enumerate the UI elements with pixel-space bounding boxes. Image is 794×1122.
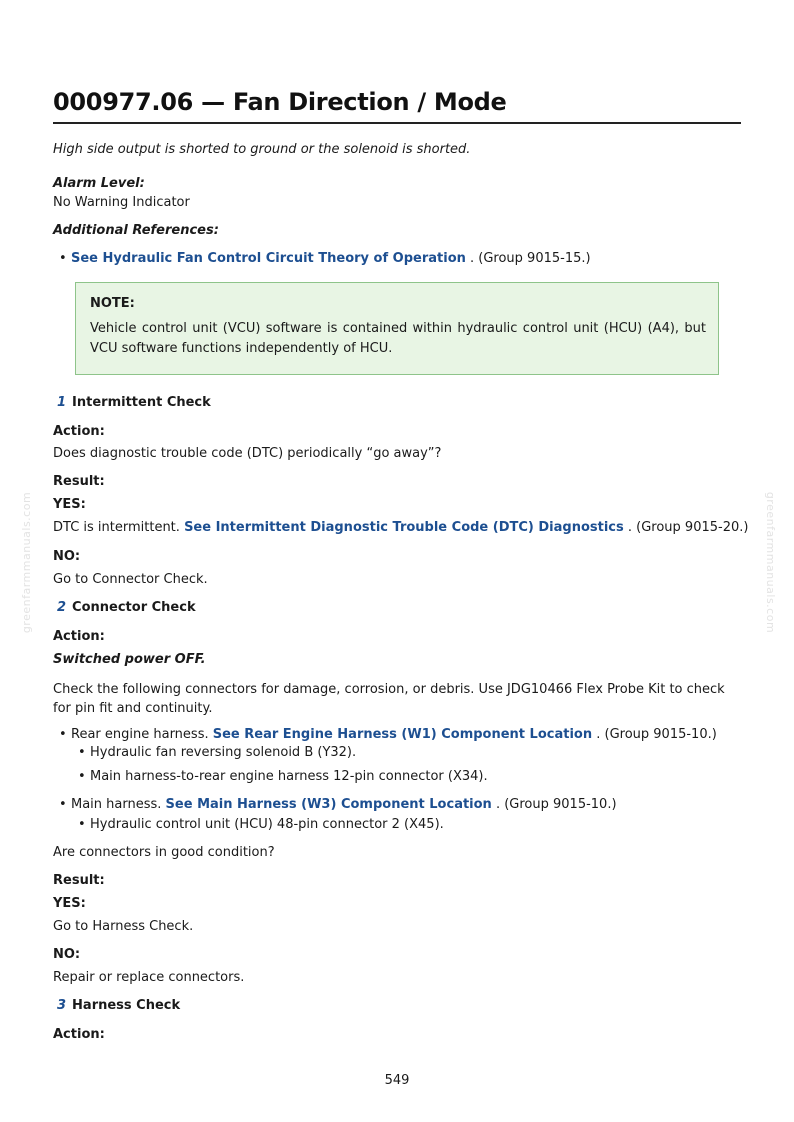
bullet-dot: • [78,769,86,784]
step-2-no-label: NO: [53,947,81,962]
bullet-dot: • [78,817,86,832]
rear-engine-harness-group: . (Group 9015-10.) [592,727,717,742]
bullet-dot: • [59,251,67,266]
step-2-heading [57,600,196,615]
step-2-no-text: Repair or replace connectors. [53,970,245,985]
step-1-action-label: Action: [53,424,105,439]
additional-references-label: Additional References: [53,223,219,238]
main-harness-location-link[interactable]: See Main Harness (W3) Component Location [165,797,492,812]
connector-y32: Hydraulic fan reversing solenoid B (Y32). [90,745,357,760]
rear-engine-harness-location-link[interactable]: See Rear Engine Harness (W1) Component Location [212,727,593,742]
step-1-yes-text [53,520,748,535]
step-1-heading [57,395,211,410]
step-2-instructions: Check the following connectors for damage, corrosion, or debris. Use JDG10466 Flex Probe Kit to check for pin fit and continuity. [53,682,725,716]
bullet-dot: • [59,727,67,742]
note-title: NOTE: [90,296,135,311]
connector-x34: Main harness-to-rear engine harness 12-pin connector (X34). [90,769,488,784]
main-harness-group: . (Group 9015-10.) [491,797,617,812]
watermark-left: greenfarmmanuals.com [20,491,34,634]
step-1-no-text: Go to Connector Check. [53,572,208,587]
fault-description: High side output is shorted to ground or the solenoid is shorted. [53,142,471,157]
reference-group: . (Group 9015-15.) [465,251,591,266]
note-body: Vehicle control unit (VCU) software is contained within hydraulic control unit (HCU) (A4), but VCU software functions independently of HCU. [90,321,706,356]
step-2-yes-text: Go to Harness Check. [53,919,194,934]
bullet-dot: • [78,745,86,760]
step-3-action-label: Action: [53,1027,105,1042]
step-1-name: Intermittent Check [72,395,211,410]
step-3-heading [57,998,180,1013]
step-3-name: Harness Check [72,998,181,1013]
step-2-yes-label: YES: [53,896,86,911]
step-1-no-label: NO: [53,549,81,564]
step-2-question: Are connectors in good condition? [53,845,275,860]
page-title: 000977.06 — Fan Direction / Mode [53,88,507,116]
alarm-level-label: Alarm Level: [53,176,145,191]
title-divider [53,122,741,124]
step-2-number: 2 [57,600,67,615]
main-harness-label: Main harness. [71,797,166,812]
step-1-yes-prefix: DTC is intermittent. [53,520,185,535]
alarm-level-value: No Warning Indicator [53,195,190,210]
switched-power-off: Switched power OFF. [53,652,206,667]
hydraulic-fan-theory-link[interactable]: See Hydraulic Fan Control Circuit Theory of Operation [71,251,466,266]
step-1-yes-label: YES: [53,497,86,512]
step-2-action-label: Action: [53,629,105,644]
connector-x45: Hydraulic control unit (HCU) 48-pin connector 2 (X45). [90,817,444,832]
step-2-result-label: Result: [53,873,105,888]
step-2-name: Connector Check [72,600,196,615]
step-1-result-label: Result: [53,474,105,489]
intermittent-dtc-diagnostics-link[interactable]: See Intermittent Diagnostic Trouble Code (DTC) Diagnostics [184,520,624,535]
step-1-action-text: Does diagnostic trouble code (DTC) periodically “go away”? [53,446,442,461]
step-3-number: 3 [57,998,67,1013]
page-number: 549 [384,1073,410,1088]
step-1-number: 1 [57,395,67,410]
rear-engine-harness-label: Rear engine harness. [71,727,213,742]
note-box [75,282,719,375]
step-1-yes-group: . (Group 9015-20.) [623,520,749,535]
watermark-right: greenfarmmanuals.com [764,491,778,634]
bullet-dot: • [59,797,67,812]
